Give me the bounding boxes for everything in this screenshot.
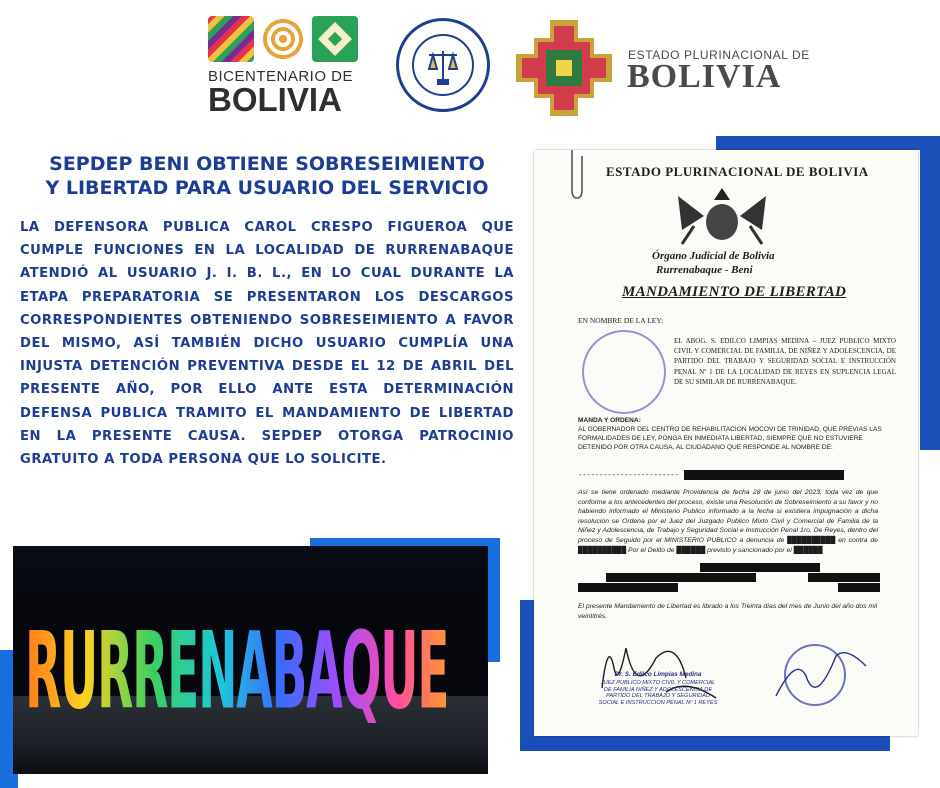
rurrenabaque-sign-photo	[13, 546, 488, 774]
judge-name: Dr. S. Edilco Limpias Medina	[614, 671, 702, 678]
doc-manda-label: MANDA Y ORDENA:	[578, 417, 641, 424]
judge-title: JUEZ PUBLICO MIXTO CIVIL Y COMERCIAL DE FAMILIA NIÑEZ Y ADOLESCENCIA DE PARTIDO DEL TRABAJO Y SEGURIDAD SOCIAL E INSTRUCCION PENAL Nº 1 REYES	[598, 680, 718, 706]
estado-line2: BOLIVIA	[627, 58, 782, 95]
redaction-bar	[578, 583, 678, 592]
chakana-icon	[516, 20, 612, 116]
headline-line1: SEPDEP BENI OBTIENE SOBRESEIMIENTO	[49, 153, 485, 175]
decor-doc-frame-top	[716, 136, 940, 150]
doc-organo: Órgano Judicial de Bolivia	[652, 250, 775, 262]
doc-body: Así se tiene ordenado mediante Providencia de fecha 28 de junio del 2023, toda vez de que conforme a los antecedentes del proceso, existe una Resolución de Sobreseimiento a su favor y no habiendo informado el Ministerio Publico informado a la fecha si existiera impugnación a dicha resolución se Ordena por el Juez del Juzgado Publico Mixto Civil y Comercial de Familia de la Niñez y Adolescencia, de Trabajo y Seguridad Social e Instrucción Penal 1ro. De Reyes, dentro del proceso de Seguido por el MINISTERIO PUBLICO a denuncia de ██████████ en contra de ██████████ Por el Delito de ██████ previsto y sancionado por el ██████	[578, 489, 878, 554]
secretary-signature-icon	[766, 636, 886, 716]
spiral-icon	[260, 16, 306, 62]
doc-manda-body: AL GOBERNADOR DEL CENTRO DE REHABILITACION MOCOVI DE TRINIDAD, QUE PREVIAS LAS FORMALIDADES DE LEY, PONGA EN INMEDIATA LIBERTAD, SIEMPRE QUE NO ESTUVIERE DETENIDO POR OTRA CAUSA, AL CIUDADANO QUE RESPONDE AL NOMBRE DE:	[578, 426, 882, 451]
decor-doc-frame-left	[520, 600, 534, 751]
article-body: LA DEFENSORA PUBLICA CAROL CRESPO FIGUEROA QUE CUMPLE FUNCIONES EN LA LOCALIDAD DE RURRENABAQUE ATENDIÓ AL USUARIO J. I. B. L., EN LO CUAL DURANTE LA ETAPA PREPARATORIA SE PRESENTARON LOS DESCARGOS CORRESPONDIENTES OBTENIENDO SOBRESEIMIENTO A FAVOR DEL MISMO, ASÍ TAMBIÉN DICHO USUARIO CUMPLÍA UNA INJUSTA DETENCIÓN PREVENTIVA DESDE EL 12 DE ABRIL DEL PRESENTE AÑO, POR ELLO ANTE ESTA DETERMINACIÓN DEFENSA PUBLICA TRAMITO EL MANDAMIENTO DE LIBERTAD EN LA PRESENTE CAUSA. SEPDEP OTORGA PATROCINIO GRATUITO A TODA PERSONA QUE LO SOLICITE.	[20, 220, 514, 468]
bicentenario-logo	[208, 16, 368, 120]
doc-dash-line: ------------------------	[578, 472, 679, 480]
mandamiento-document	[534, 150, 918, 736]
doc-lugar: Rurrenabaque - Beni	[656, 264, 753, 276]
headline	[14, 152, 520, 200]
redaction-bar	[838, 583, 880, 592]
coat-of-arms-icon	[674, 186, 770, 248]
estado-line1: ESTADO PLURINACIONAL DE	[628, 48, 810, 62]
paperclip-icon	[568, 150, 584, 200]
redaction-bar	[684, 470, 844, 480]
bicentenario-line2: BOLIVIA	[208, 81, 342, 118]
decor-doc-frame-bottom	[520, 735, 890, 751]
redaction-bar	[606, 573, 756, 582]
doc-final: El presente Mandamiento de Libertad es librado a los Treinta días del mes de Junio del año dos mil veintitrés.	[578, 603, 878, 620]
rurrenabaque-letters: RURRENABAQUE	[25, 608, 449, 733]
redaction-bar	[700, 563, 820, 572]
headline-line2: Y LIBERTAD PARA USUARIO DEL SERVICIO	[45, 177, 489, 199]
defensa-publica-seal	[396, 18, 490, 112]
bicentenario-line1: BICENTENARIO DE	[208, 68, 354, 85]
doc-en-nombre: EN NOMBRE DE LA LEY:	[578, 316, 664, 325]
doc-title: MANDAMIENTO DE LIBERTAD	[622, 284, 847, 300]
decor-doc-frame-right	[920, 136, 940, 450]
estado-plurinacional-emblem	[516, 20, 612, 116]
diamond-pattern-icon	[312, 16, 358, 62]
doc-abog: EL ABOG. S. EDILCO LIMPIAS MEDINA – JUEZ PUBLICO MIXTO CIVIL Y COMERCIAL DE FAMILIA, DE NIÑEZ Y ADOLESCENCIA, DE PARTIDO DEL TRABAJO Y SEGURIDAD SOCIAL E INSTRUCCIÓN PENAL Nº 1 DE LA LOCALIDAD DE REYES EN SUPLENCIA LEGAL DE SU SIMILAR DE RURRENABAQUE.	[674, 337, 896, 386]
seal-emblem-icon	[399, 21, 487, 109]
night-sky	[13, 546, 488, 606]
redaction-bar	[808, 573, 880, 582]
court-stamp-icon	[582, 330, 666, 414]
doc-manda	[578, 416, 898, 452]
doc-estado: ESTADO PLURINACIONAL DE BOLIVIA	[606, 164, 869, 179]
bicentenario-pattern-icon	[208, 16, 254, 62]
